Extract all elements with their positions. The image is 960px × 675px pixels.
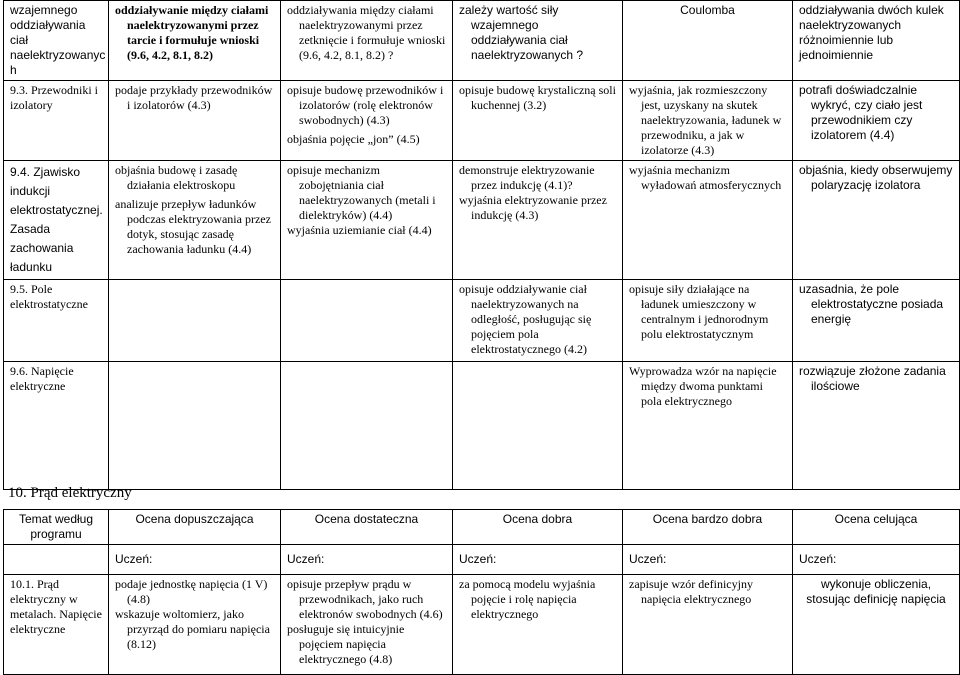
grade-cell <box>623 575 793 675</box>
criterion-text: opisuje mechanizm zobojętniania ciał naelektryzowanych (metali i dielektryków) (4.4) <box>287 163 436 222</box>
grade-cell <box>623 161 793 280</box>
grade-cell <box>281 161 453 280</box>
criterion-text: opisuje oddziaływanie ciał naelektryzowanych na odległość, posługując się pojęciem pola elektrostatycznego (4.2) <box>459 282 592 356</box>
criterion-text: demonstruje elektryzowanie przez indukcję (4.1)? <box>459 163 595 192</box>
student-label: Uczeń: <box>109 545 281 575</box>
criterion-text: objaśnia budowę i zasadę działania elektroskopu <box>115 163 238 192</box>
criterion-text: opisuje budowę krystaliczną soli kuchennej (3.2) <box>459 83 616 112</box>
criterion-text: zależy wartość siły wzajemnego oddziaływania ciał naelektryzowanych ? <box>459 3 584 62</box>
grade-cell <box>109 161 281 280</box>
criterion-text: posługuje się intuicyjnie pojęciem napięcia elektrycznego (4.8) <box>287 622 405 666</box>
grade-cell <box>623 362 793 490</box>
grade-cell <box>453 1 623 81</box>
criterion-text: uzasadnia, że pole elektrostatyczne posiada energię <box>799 282 944 326</box>
grade-cell <box>453 575 623 675</box>
criteria-table-current <box>3 509 960 675</box>
table-row <box>4 362 960 490</box>
empty-cell <box>4 545 109 575</box>
topic-cell: 10.1. Prąd elektryczny w metalach. Napięcie elektryczne <box>4 575 109 675</box>
grade-cell <box>109 1 281 81</box>
grade-cell <box>793 81 960 161</box>
grade-cell <box>623 280 793 362</box>
grade-cell <box>281 575 453 675</box>
student-label: Uczeń: <box>281 545 453 575</box>
criterion-text: potrafi doświadczalnie wykryć, czy ciało jest przewodnikiem czy izolatorem (4.4) <box>799 83 923 142</box>
grade-cell <box>453 161 623 280</box>
grade-cell <box>453 280 623 362</box>
grade-cell <box>793 280 960 362</box>
criterion-text: wyjaśnia, jak rozmieszczony jest, uzyskany na skutek naelektryzowania, ładunek w przewodniku, a jak w izolatorze (4.3) <box>629 83 782 157</box>
student-label: Uczeń: <box>623 545 793 575</box>
criterion-text: analizuje przepływ ładunków podczas elektryzowania przez dotyk, stosując zasadę zachowania ładunku (4.4) <box>115 197 271 256</box>
topic-cell: 9.6. Napięcie elektryczne <box>4 362 109 490</box>
grade-cell <box>793 161 960 280</box>
table-row <box>4 575 960 675</box>
table-row <box>4 81 960 161</box>
table-row <box>4 1 960 81</box>
grade-cell <box>453 81 623 161</box>
header-grade: Ocena dobra <box>453 510 623 545</box>
grade-cell <box>109 575 281 675</box>
header-row <box>4 510 960 545</box>
header-grade: Ocena celująca <box>793 510 960 545</box>
grade-cell: oddziaływania dwóch kulek naelektryzowanych różnoimiennie lub jednoimiennie <box>793 1 960 81</box>
criterion-text: podaje jednostkę napięcia (1 V) (4.8) <box>115 577 268 606</box>
student-label: Uczeń: <box>793 545 960 575</box>
table-row <box>4 280 960 362</box>
criterion-text: podaje przykłady przewodników i izolatorów (4.3) <box>115 83 273 112</box>
criterion-text: opisuje przepływ prądu w przewodnikach, jako ruch elektronów swobodnych (4.6) <box>287 577 443 621</box>
grade-cell <box>109 362 281 490</box>
criterion-text: wyjaśnia elektryzowanie przez indukcję (4.3) <box>459 193 607 222</box>
topic-cell: wzajemnego oddziaływania ciał naelektryzowanyc h <box>4 1 109 81</box>
student-label: Uczeń: <box>453 545 623 575</box>
criterion-text: objaśnia pojęcie „jon” (4.5) <box>287 132 420 146</box>
grade-cell <box>281 362 453 490</box>
grade-cell <box>109 280 281 362</box>
student-row <box>4 545 960 575</box>
topic-cell: 9.4. Zjawisko indukcji elektrostatycznej. Zasada zachowania ładunku <box>4 161 109 280</box>
criterion-text: za pomocą modelu wyjaśnia pojęcie i rolę napięcia elektrycznego <box>459 577 596 621</box>
criterion-text: opisuje siły działające na ładunek umieszczony w centralnym i jednorodnym polu elektrostatycznym <box>629 282 769 341</box>
grade-cell <box>623 81 793 161</box>
header-grade: Ocena bardzo dobra <box>623 510 793 545</box>
grade-cell <box>453 362 623 490</box>
grade-cell <box>109 81 281 161</box>
topic-cell: 9.5. Pole elektrostatyczne <box>4 280 109 362</box>
grade-cell <box>281 1 453 81</box>
grade-cell: wykonuje obliczenia, stosując definicję napięcia <box>793 575 960 675</box>
grade-cell <box>793 362 960 490</box>
table-row <box>4 161 960 280</box>
header-topic: Temat według programu <box>4 510 109 545</box>
criterion-text: opisuje budowę przewodników i izolatorów (rolę elektronów swobodnych) (4.3) <box>287 83 444 127</box>
criterion-text: oddziaływanie między ciałami naelektryzowanymi przez tarcie i formułuje wnioski (9.6, 4.2, 8.1, 8.2) <box>115 3 269 62</box>
criterion-text: Wyprowadza wzór na napięcie między dwoma punktami pola elektrycznego <box>629 364 777 408</box>
grade-cell: Coulomba <box>623 1 793 81</box>
grade-cell <box>281 280 453 362</box>
section-heading: 10. Prąd elektryczny <box>8 485 132 501</box>
header-grade: Ocena dostateczna <box>281 510 453 545</box>
criterion-text: oddziaływania między ciałami naelektryzowanymi przez zetknięcie i formułuje wnioski (9.6, 4.2, 8.1, 8.2) ? <box>287 3 446 62</box>
criterion-text: zapisuje wzór definicyjny napięcia elektrycznego <box>629 577 753 606</box>
criterion-text: wyjaśnia mechanizm wyładowań atmosferycznych <box>629 163 782 192</box>
criterion-text: objaśnia, kiedy obserwujemy polaryzację izolatora <box>799 163 953 192</box>
criterion-text: wyjaśnia uziemianie ciał (4.4) <box>287 223 432 237</box>
criterion-text: wskazuje woltomierz, jako przyrząd do pomiaru napięcia (8.12) <box>115 607 270 651</box>
header-grade: Ocena dopuszczająca <box>109 510 281 545</box>
criterion-text: rozwiązuje złożone zadania ilościowe <box>799 364 946 393</box>
topic-cell: 9.3. Przewodniki i izolatory <box>4 81 109 161</box>
grade-cell <box>281 81 453 161</box>
criteria-table-electrostatics <box>3 0 960 490</box>
